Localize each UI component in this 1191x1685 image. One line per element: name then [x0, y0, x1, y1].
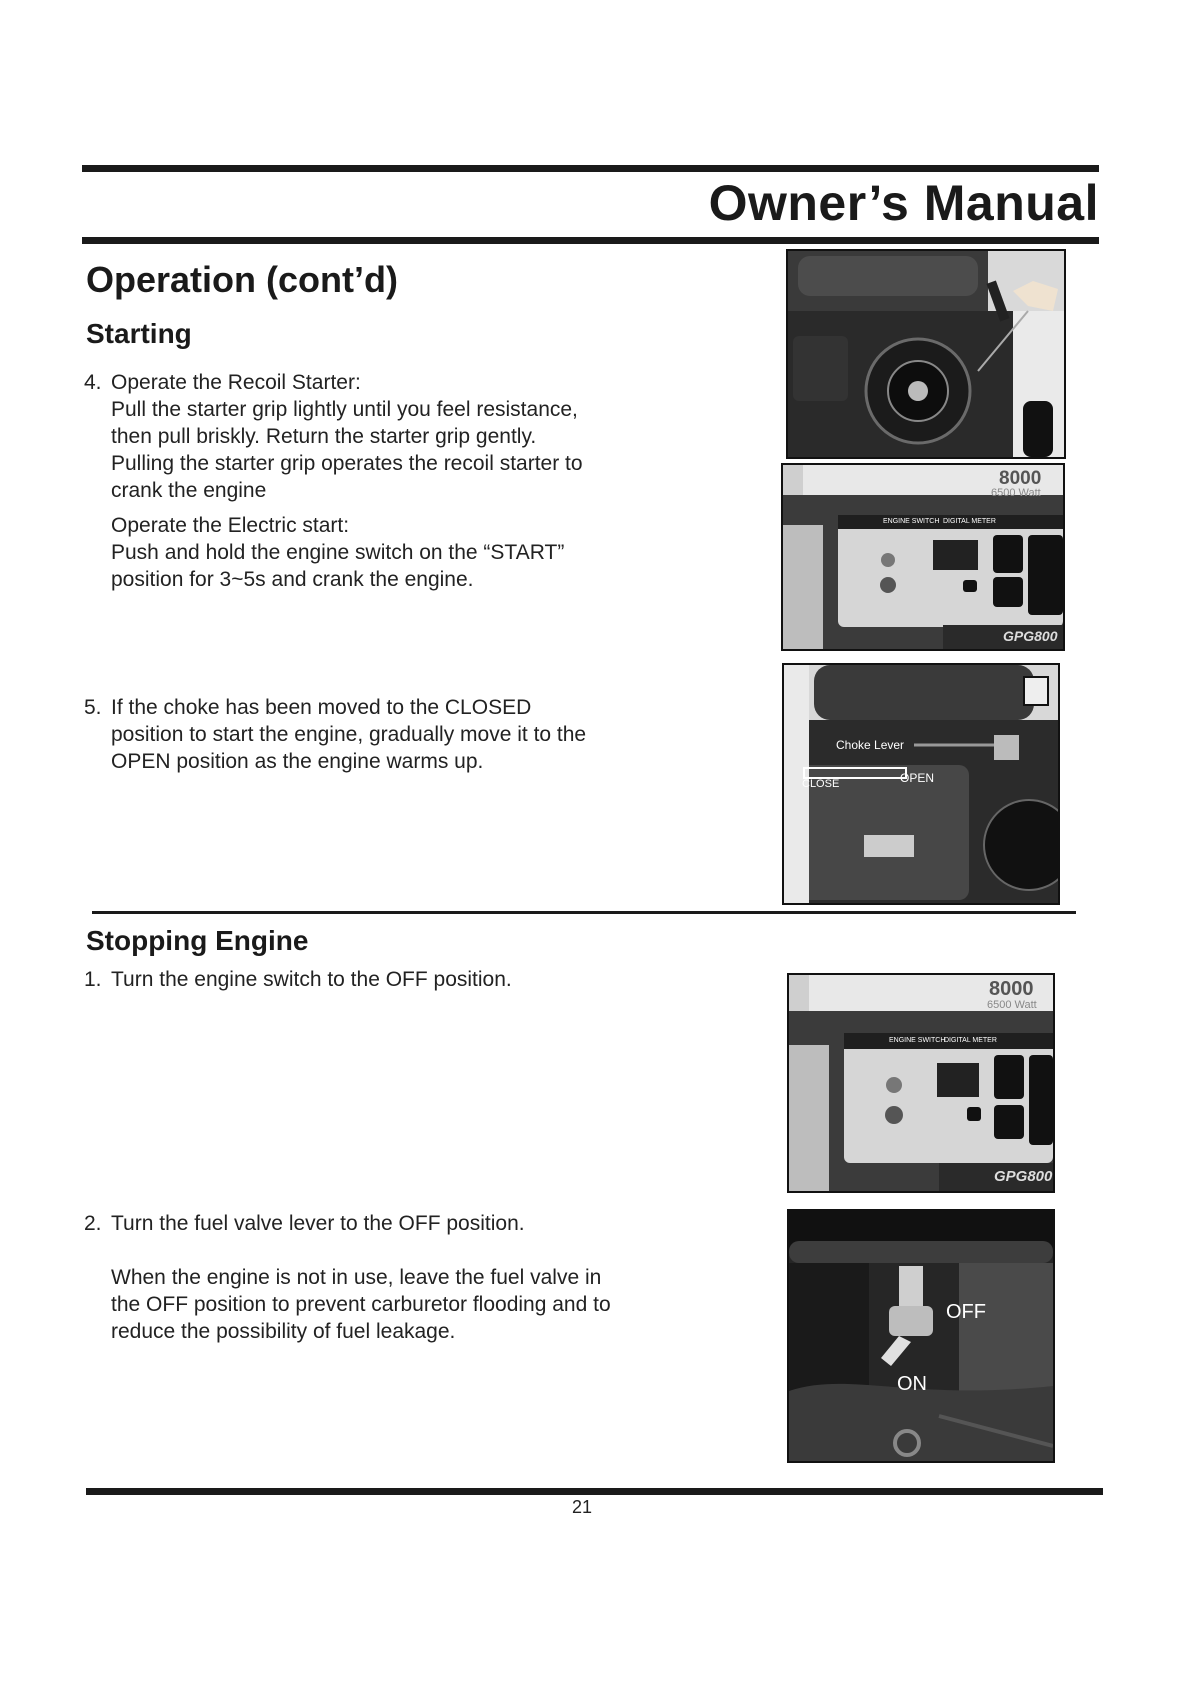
fuel-valve-photo [787, 1209, 1055, 1463]
step-line: then pull briskly. Return the starter grip gently. [111, 425, 537, 448]
step-line: reduce the possibility of fuel leakage. [111, 1320, 456, 1343]
step-line: position for 3~5s and crank the engine. [111, 568, 474, 591]
step-line: OPEN position as the engine warms up. [111, 750, 484, 773]
step-line: Turn the fuel valve lever to the OFF position. [111, 1212, 525, 1235]
step-line: Pulling the starter grip operates the recoil starter to [111, 452, 583, 475]
step-line: position to start the engine, gradually move it to the [111, 723, 587, 746]
step-number: 4. [84, 371, 102, 394]
panel-model-label: GPG800 [994, 1168, 1053, 1185]
stop-step-1 [84, 966, 744, 993]
electric-start-title: Operate the Electric start: [111, 514, 350, 537]
choke-open-label: OPEN [900, 771, 935, 785]
panel-watts-label: 6500 Watt [991, 487, 1041, 499]
step-line: Turn the engine switch to the OFF position. [111, 968, 512, 991]
fuel-on-label: ON [897, 1373, 927, 1395]
panel-digital-meter-label: DIGITAL METER [943, 518, 996, 525]
choke-lever-label: Choke Lever [836, 738, 905, 752]
manual-title: Owner’s Manual [708, 175, 1099, 231]
panel-engine-switch-label: ENGINE SWITCH [889, 1037, 946, 1044]
header-bottom-rule [82, 237, 1099, 244]
step-line: Pull the starter grip lightly until you feel resistance, [111, 398, 578, 421]
step-line: Push and hold the engine switch on the “START” [111, 541, 565, 564]
step-line: the OFF position to prevent carburetor flooding and to [111, 1293, 611, 1316]
panel-watts-label: 6500 Watt [987, 999, 1037, 1011]
panel-wattage-label: 8000 [999, 468, 1042, 489]
choke-lever-photo [782, 663, 1060, 905]
panel-wattage-label: 8000 [989, 978, 1034, 1000]
header-top-rule [82, 165, 1099, 172]
recoil-starter-photo [786, 249, 1066, 459]
step-number: 5. [84, 696, 102, 719]
fuel-off-label: OFF [946, 1301, 986, 1323]
panel-digital-meter-label: DIGITAL METER [944, 1037, 997, 1044]
step-number: 2. [84, 1212, 102, 1235]
step-5 [84, 694, 744, 775]
step-4 [84, 369, 744, 593]
step-line: crank the engine [111, 479, 267, 502]
control-panel-photo [781, 463, 1065, 651]
panel-engine-switch-label: ENGINE SWITCH [883, 518, 940, 525]
step-line: If the choke has been moved to the CLOSED [111, 696, 532, 719]
footer-rule [86, 1488, 1103, 1495]
choke-close-label: CLOSE [802, 778, 840, 790]
recoil-starter-title: Operate the Recoil Starter: [111, 371, 361, 394]
step-line: When the engine is not in use, leave the fuel valve in [111, 1266, 602, 1289]
stopping-heading: Stopping Engine [86, 925, 309, 956]
step-number: 1. [84, 968, 102, 991]
stop-step-2 [84, 1210, 764, 1345]
starting-heading: Starting [86, 318, 192, 349]
engine-switch-photo [787, 973, 1055, 1193]
page-number: 21 [572, 1497, 593, 1517]
section-divider [92, 911, 1076, 914]
panel-model-label: GPG800 [1003, 628, 1058, 644]
section-title: Operation (cont’d) [86, 259, 398, 300]
